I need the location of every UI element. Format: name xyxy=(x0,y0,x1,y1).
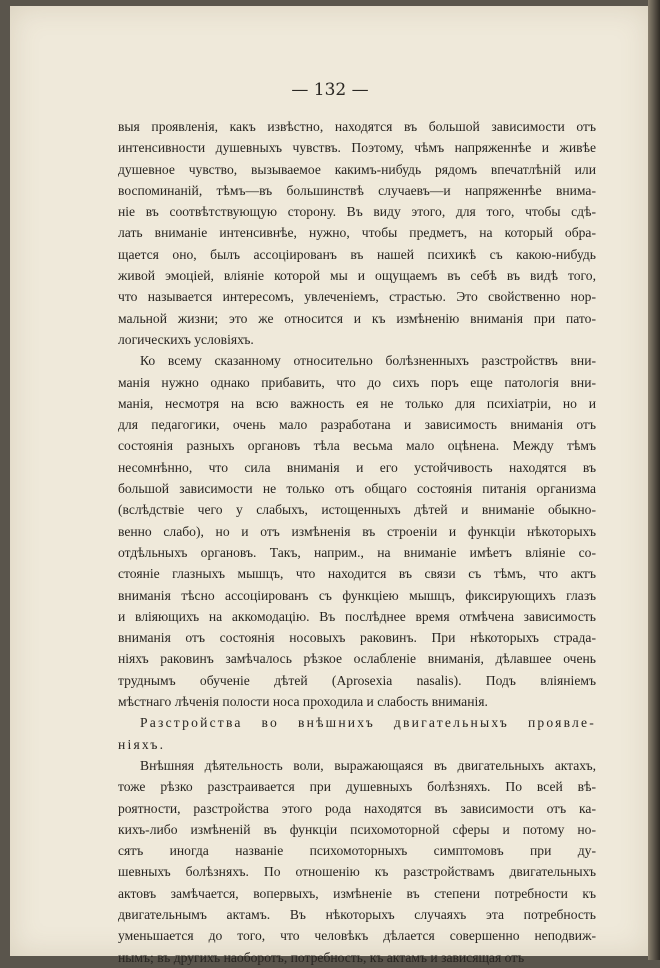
text-line: уменьшается до того, что человѣкъ дѣлается совершенно неподвиж- xyxy=(118,928,596,944)
text-line: Внѣшняя дѣятельность воли, выражающаяся въ двигательныхъ актахъ, xyxy=(140,757,596,773)
text-line: мальной жизни; это же относится и къ измѣненію вниманія при пато- xyxy=(118,310,596,326)
text-line: актовъ замѣчается, вопервыхъ, измѣненіе въ степени потребности къ xyxy=(118,885,596,901)
text-line: роятности, разстройства этого рода находятся въ зависимости отъ ка- xyxy=(118,800,596,816)
text-line: интенсивности душевныхъ чувствъ. Поэтому, чѣмъ напряженнѣе и живѣе xyxy=(118,140,596,156)
text-line: шевныхъ болѣзняхъ. По отношенію къ разстройствамъ двигательныхъ xyxy=(118,864,596,880)
text-line: что называется интересомъ, увлеченіемъ, страстью. Это свойственно нор- xyxy=(118,289,596,305)
text-line: щается оно, былъ ассоціированъ въ нашей психикѣ съ какою-нибудь xyxy=(118,246,596,262)
text-line: для педагогики, очень мало разработана и зависимость вниманія отъ xyxy=(118,417,596,433)
text-line: ніе въ соотвѣтствующую сторону. Въ виду этого, для того, чтобы сдѣ- xyxy=(118,204,596,220)
text-line: лать вниманіе интенсивнѣе, нужно, чтобы предметъ, на который обра- xyxy=(118,225,596,241)
text-line: и вліяющихъ на аккомодацію. Въ послѣднее время отмѣчена зависимость xyxy=(118,608,596,624)
text-line: труднымъ обученіе дѣтей (Aprosexia nasalis). Подъ вліяніемъ xyxy=(118,672,596,688)
paragraph-p4 xyxy=(118,755,596,968)
text-line: Разстройства во внѣшнихъ двигательныхъ проявле- xyxy=(140,715,596,731)
text-line: манія, несмотря на всю важность ея не только для психіатріи, но и xyxy=(118,395,596,411)
text-line: живой эмоціей, вліяніе которой мы и ощущаемъ въ себѣ въ видѣ того, xyxy=(118,268,596,284)
text-line: тоже рѣзко разстраивается при душевныхъ болѣзняхъ. По всей вѣ- xyxy=(118,779,596,795)
body-text xyxy=(118,116,596,968)
text-line: несомнѣнно, что сила вниманія и его устойчивость находятся въ xyxy=(118,459,596,475)
text-line: (вслѣдствіе чего у слабыхъ, истощенныхъ дѣтей и вниманіе обыкно- xyxy=(118,502,596,518)
page-edge-shadow xyxy=(648,0,660,960)
text-line: отдѣльныхъ органовъ. Такъ, наприм., на вниманіе имѣетъ вліяніе со- xyxy=(118,544,596,560)
text-line: логическихъ условіяхъ. xyxy=(118,331,254,347)
text-line: ніяхъ. xyxy=(118,736,166,752)
text-line: мѣстнаго лѣченія полости носа проходила и слабость вниманія. xyxy=(118,694,488,710)
text-line: двигательнымъ актамъ. Въ нѣкоторыхъ случаяхъ эта потребность xyxy=(118,906,596,922)
text-line: ніяхъ раковинъ замѣчалось рѣзкое ослабленіе вниманія, дѣлавшее очень xyxy=(118,651,596,667)
text-line: душевное чувство, вызываемое какимъ-нибудь рядомъ впечатлѣній или xyxy=(118,161,596,177)
text-line: нымъ; въ другихъ наоборотъ, потребность, къ актамъ и зависящая отъ xyxy=(118,949,525,965)
paragraph-p3 xyxy=(118,712,596,755)
text-line: Ко всему сказанному относительно болѣзненныхъ разстройствъ вни- xyxy=(140,353,596,369)
paragraph-p1 xyxy=(118,116,596,350)
text-line: большой зависимости не только отъ общаго состоянія питанія организма xyxy=(118,481,596,497)
text-line: стояніе глазныхъ мышцъ, что находится въ связи съ тѣмъ, что актъ xyxy=(118,566,596,582)
page-number: — 132 — xyxy=(291,80,369,100)
text-line: сятъ иногда названіе психомоторныхъ симптомовъ при ду- xyxy=(118,843,596,859)
paragraph-p2 xyxy=(118,350,596,712)
text-line: кихъ-либо измѣненій въ функціи психомоторной сферы и потому но- xyxy=(118,821,596,837)
text-line: воспоминаній, тѣмъ—въ большинствѣ случаевъ—и напряженнѣе внима- xyxy=(118,182,596,198)
text-line: манія нужно однако прибавить, что до сихъ поръ еще патологія вни- xyxy=(118,374,596,390)
text-line: вниманія тѣсно ассоціированъ съ функціею мышцъ, фиксирующихъ глазъ xyxy=(118,587,596,603)
text-line: выя проявленія, какъ извѣстно, находятся въ большой зависимости отъ xyxy=(118,119,596,134)
text-line: состоянія разныхъ органовъ тѣла весьма мало оцѣнена. Между тѣмъ xyxy=(118,438,596,454)
text-line: венно слабо), но и отъ измѣненія въ строеніи и функціи нѣкоторыхъ xyxy=(118,523,596,539)
text-line: вниманія отъ состоянія носовыхъ раковинъ. При нѣкоторыхъ страда- xyxy=(118,630,596,646)
